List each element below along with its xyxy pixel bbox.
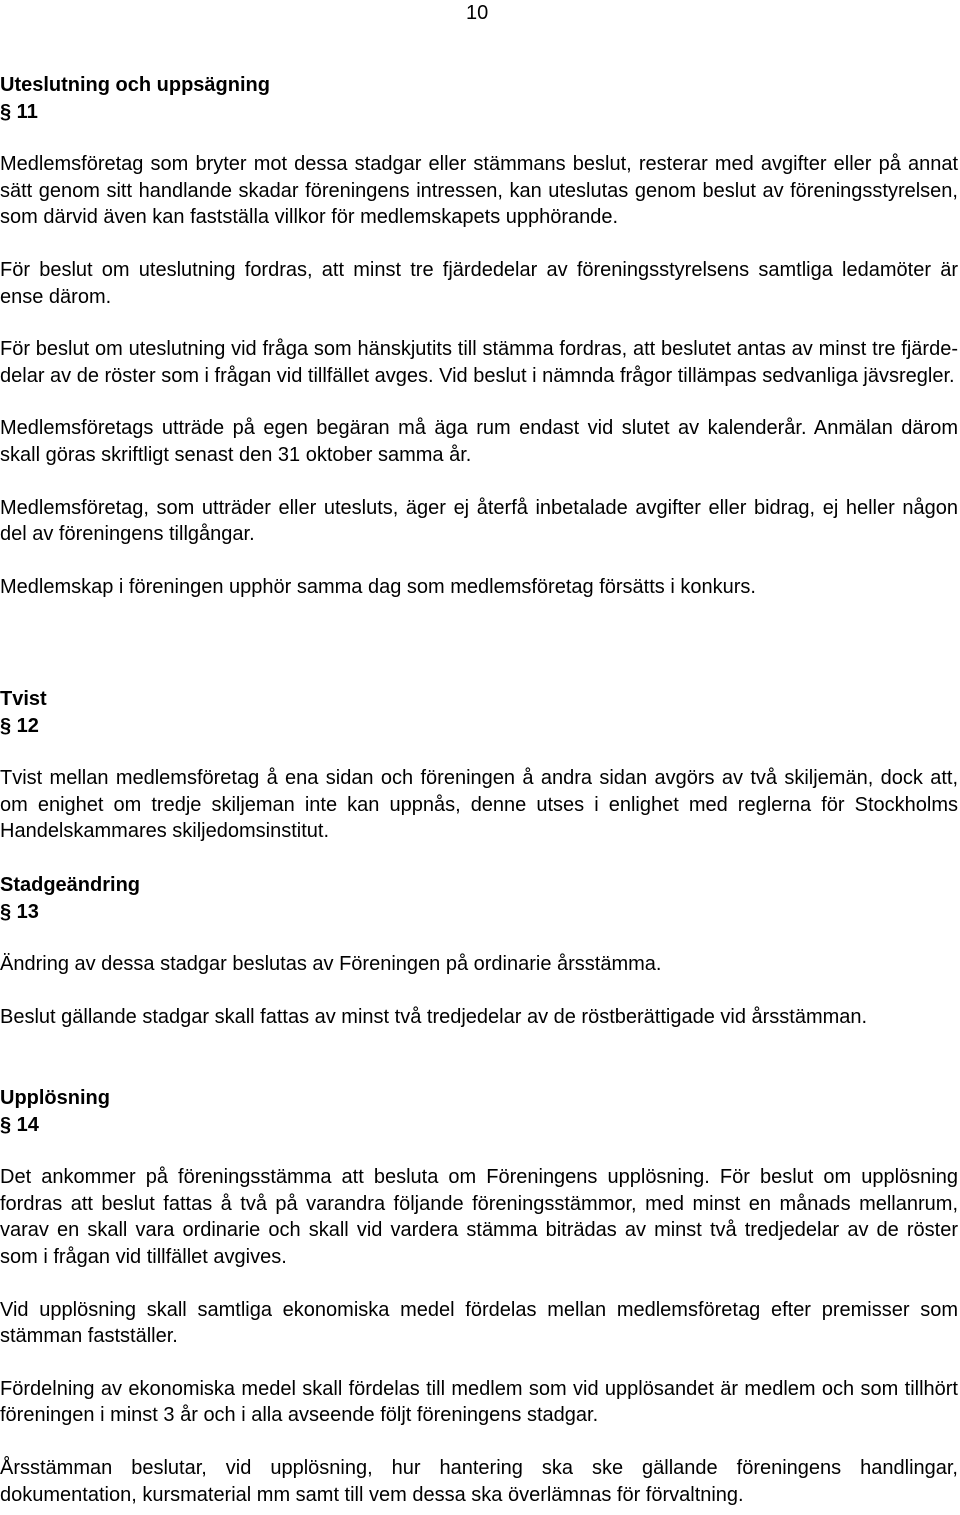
section-uteslutning [0, 72, 958, 600]
section-heading: Uteslutning och uppsägning [0, 74, 270, 96]
body-paragraph: Fördelning av ekonomiska medel skall fördelas till medlem som vid upplösandet är medlem och som tillhört föreningen i minst 3 år och i alla avseende följt föreningens stadgar. [0, 1377, 958, 1427]
paragraph-number: § 12 [0, 714, 39, 737]
body-paragraph: Medlemsföretags utträde på egen begäran må äga rum endast vid slutet av kalenderår. Anmälan därom skall göras skriftligt senast den 31 oktober samma år. [0, 417, 958, 466]
paragraph-number: § 13 [0, 900, 39, 923]
body-paragraph: Medlemskap i föreningen upphör samma dag som medlemsföretag försätts i konkurs. [0, 575, 756, 598]
body-paragraph: Medlemsföretag, som utträder eller utesluts, äger ej återfå inbetalade avgifter eller bidrag, ej heller någon del av föreningens tillgångar. [0, 496, 958, 546]
section-tvist [0, 686, 958, 845]
body-paragraph: För beslut om uteslutning fordras, att minst tre fjärdedelar av föreningsstyrelsens samtliga ledamöter är ense därom. [0, 258, 958, 308]
body-paragraph: Årsstämman beslutar, vid upplösning, hur hantering ska ske gällande föreningens handlingar, dokumentation, kursmaterial mm samt till vem dessa ska överlämnas för förvaltning. [0, 1456, 958, 1506]
section-heading: Upplösning [0, 1087, 110, 1109]
section-stadgeandring [0, 872, 958, 1030]
section-upplosning [0, 1085, 958, 1508]
section-heading: Tvist [0, 688, 47, 710]
page-number: 10 [466, 2, 489, 24]
body-paragraph: Tvist mellan medlemsföretag å ena sidan och föreningen å andra sidan avgörs av två skiljemän, dock att, om enighet om tredje skiljeman inte kan uppnås, denne utses i enlighet med reglerna för Stockholms Handelskammares skiljedomsinstitut. [0, 767, 958, 843]
paragraph-number: § 11 [0, 100, 38, 123]
body-paragraph: Det ankommer på föreningsstämma att besluta om Föreningens upplösning. För beslut om upplösning fordras att beslut fattas å två på varandra följande föreningsstämmor, med minst en månads mellanrum, varav en skall vara ordinarie och skall vid vardera stämma biträdas av minst två tredjedelar av de röster som i frågan vid tillfället avgives. [0, 1166, 958, 1268]
paragraph-number: § 14 [0, 1113, 39, 1136]
section-heading: Stadgeändring [0, 874, 141, 896]
body-paragraph: Medlemsföretag som bryter mot dessa stadgar eller stämmans beslut, resterar med avgifter eller på annat sätt genom sitt handlande skadar föreningens intressen, kan uteslutas genom beslut av föreningsstyrelsen, som därvid även kan fastställa villkor för medlemskapets upphörande. [0, 153, 958, 229]
body-paragraph: Beslut gällande stadgar skall fattas av minst två tredjedelar av de röstberättigade vid årsstämman. [0, 1005, 868, 1028]
body-paragraph: För beslut om uteslutning vid fråga som hänskjutits till stämma fordras, att beslutet antas av minst tre fjärde-delar av de röster som i frågan vid tillfället avges. Vid beslut i nämnda frågor tillämpas sedvanliga jävsregler. [0, 338, 958, 387]
body-paragraph: Ändring av dessa stadgar beslutas av Föreningen på ordinarie årsstämma. [0, 953, 662, 976]
body-paragraph: Vid upplösning skall samtliga ekonomiska medel fördelas mellan medlemsföretag efter premisser som stämman fastställer. [0, 1298, 958, 1348]
